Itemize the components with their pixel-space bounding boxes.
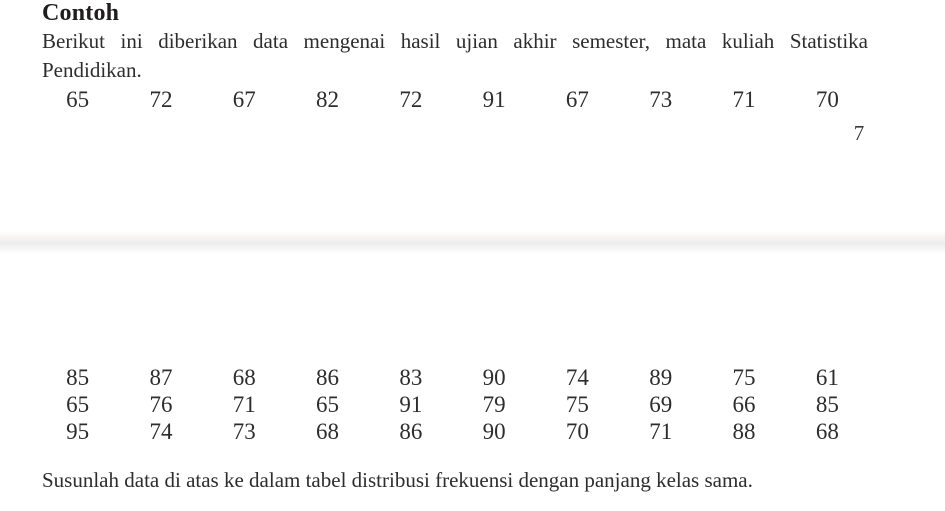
- intro-paragraph-line-1: Berikut ini diberikan data mengenai hasil ujian akhir semester, mata kuliah Statistika: [42, 29, 868, 53]
- score-value: 74: [149, 419, 173, 444]
- score-value: 91: [482, 87, 506, 112]
- score-value: 90: [482, 419, 506, 444]
- score-value: 86: [399, 419, 423, 444]
- score-value: 61: [815, 365, 839, 390]
- score-value: 67: [565, 87, 589, 112]
- score-value: 85: [66, 365, 90, 390]
- score-value: 73: [649, 87, 673, 112]
- score-value: 69: [649, 392, 673, 417]
- page-number: 7: [853, 121, 865, 145]
- score-value: 71: [649, 419, 673, 444]
- score-value: 90: [482, 365, 506, 390]
- score-value: 70: [565, 419, 589, 444]
- score-value: 65: [316, 392, 340, 417]
- score-row-2: [36, 393, 869, 417]
- score-value: 74: [565, 365, 589, 390]
- score-value: 68: [232, 365, 256, 390]
- score-value: 85: [815, 392, 839, 417]
- score-value: 87: [149, 365, 173, 390]
- score-value: 72: [149, 87, 173, 112]
- task-instruction: Susunlah data di atas ke dalam tabel distribusi frekuensi dengan panjang kelas sama.: [42, 468, 753, 492]
- score-value: 65: [66, 87, 90, 112]
- score-value: 88: [732, 419, 756, 444]
- score-value: 71: [732, 87, 756, 112]
- score-value: 71: [232, 392, 256, 417]
- score-value: 68: [815, 419, 839, 444]
- score-row-3: [36, 420, 869, 444]
- score-value: 75: [565, 392, 589, 417]
- score-value: 65: [66, 392, 90, 417]
- score-value: 89: [649, 365, 673, 390]
- score-value: 72: [399, 87, 423, 112]
- score-value: 66: [732, 392, 756, 417]
- score-value: 68: [316, 419, 340, 444]
- score-value: 86: [316, 365, 340, 390]
- score-value: 67: [232, 87, 256, 112]
- example-heading: Contoh: [42, 0, 120, 26]
- score-value: 91: [399, 392, 423, 417]
- score-value: 73: [232, 419, 256, 444]
- score-value: 76: [149, 392, 173, 417]
- intro-paragraph-line-2: Pendidikan.: [42, 58, 142, 82]
- page-break-divider: [0, 231, 945, 254]
- score-value: 83: [399, 365, 423, 390]
- score-row-1: [36, 366, 869, 390]
- score-value: 95: [66, 419, 90, 444]
- score-value: 70: [815, 87, 839, 112]
- score-row-top: [36, 88, 869, 112]
- score-value: 82: [316, 87, 340, 112]
- score-value: 75: [732, 365, 756, 390]
- score-value: 79: [482, 392, 506, 417]
